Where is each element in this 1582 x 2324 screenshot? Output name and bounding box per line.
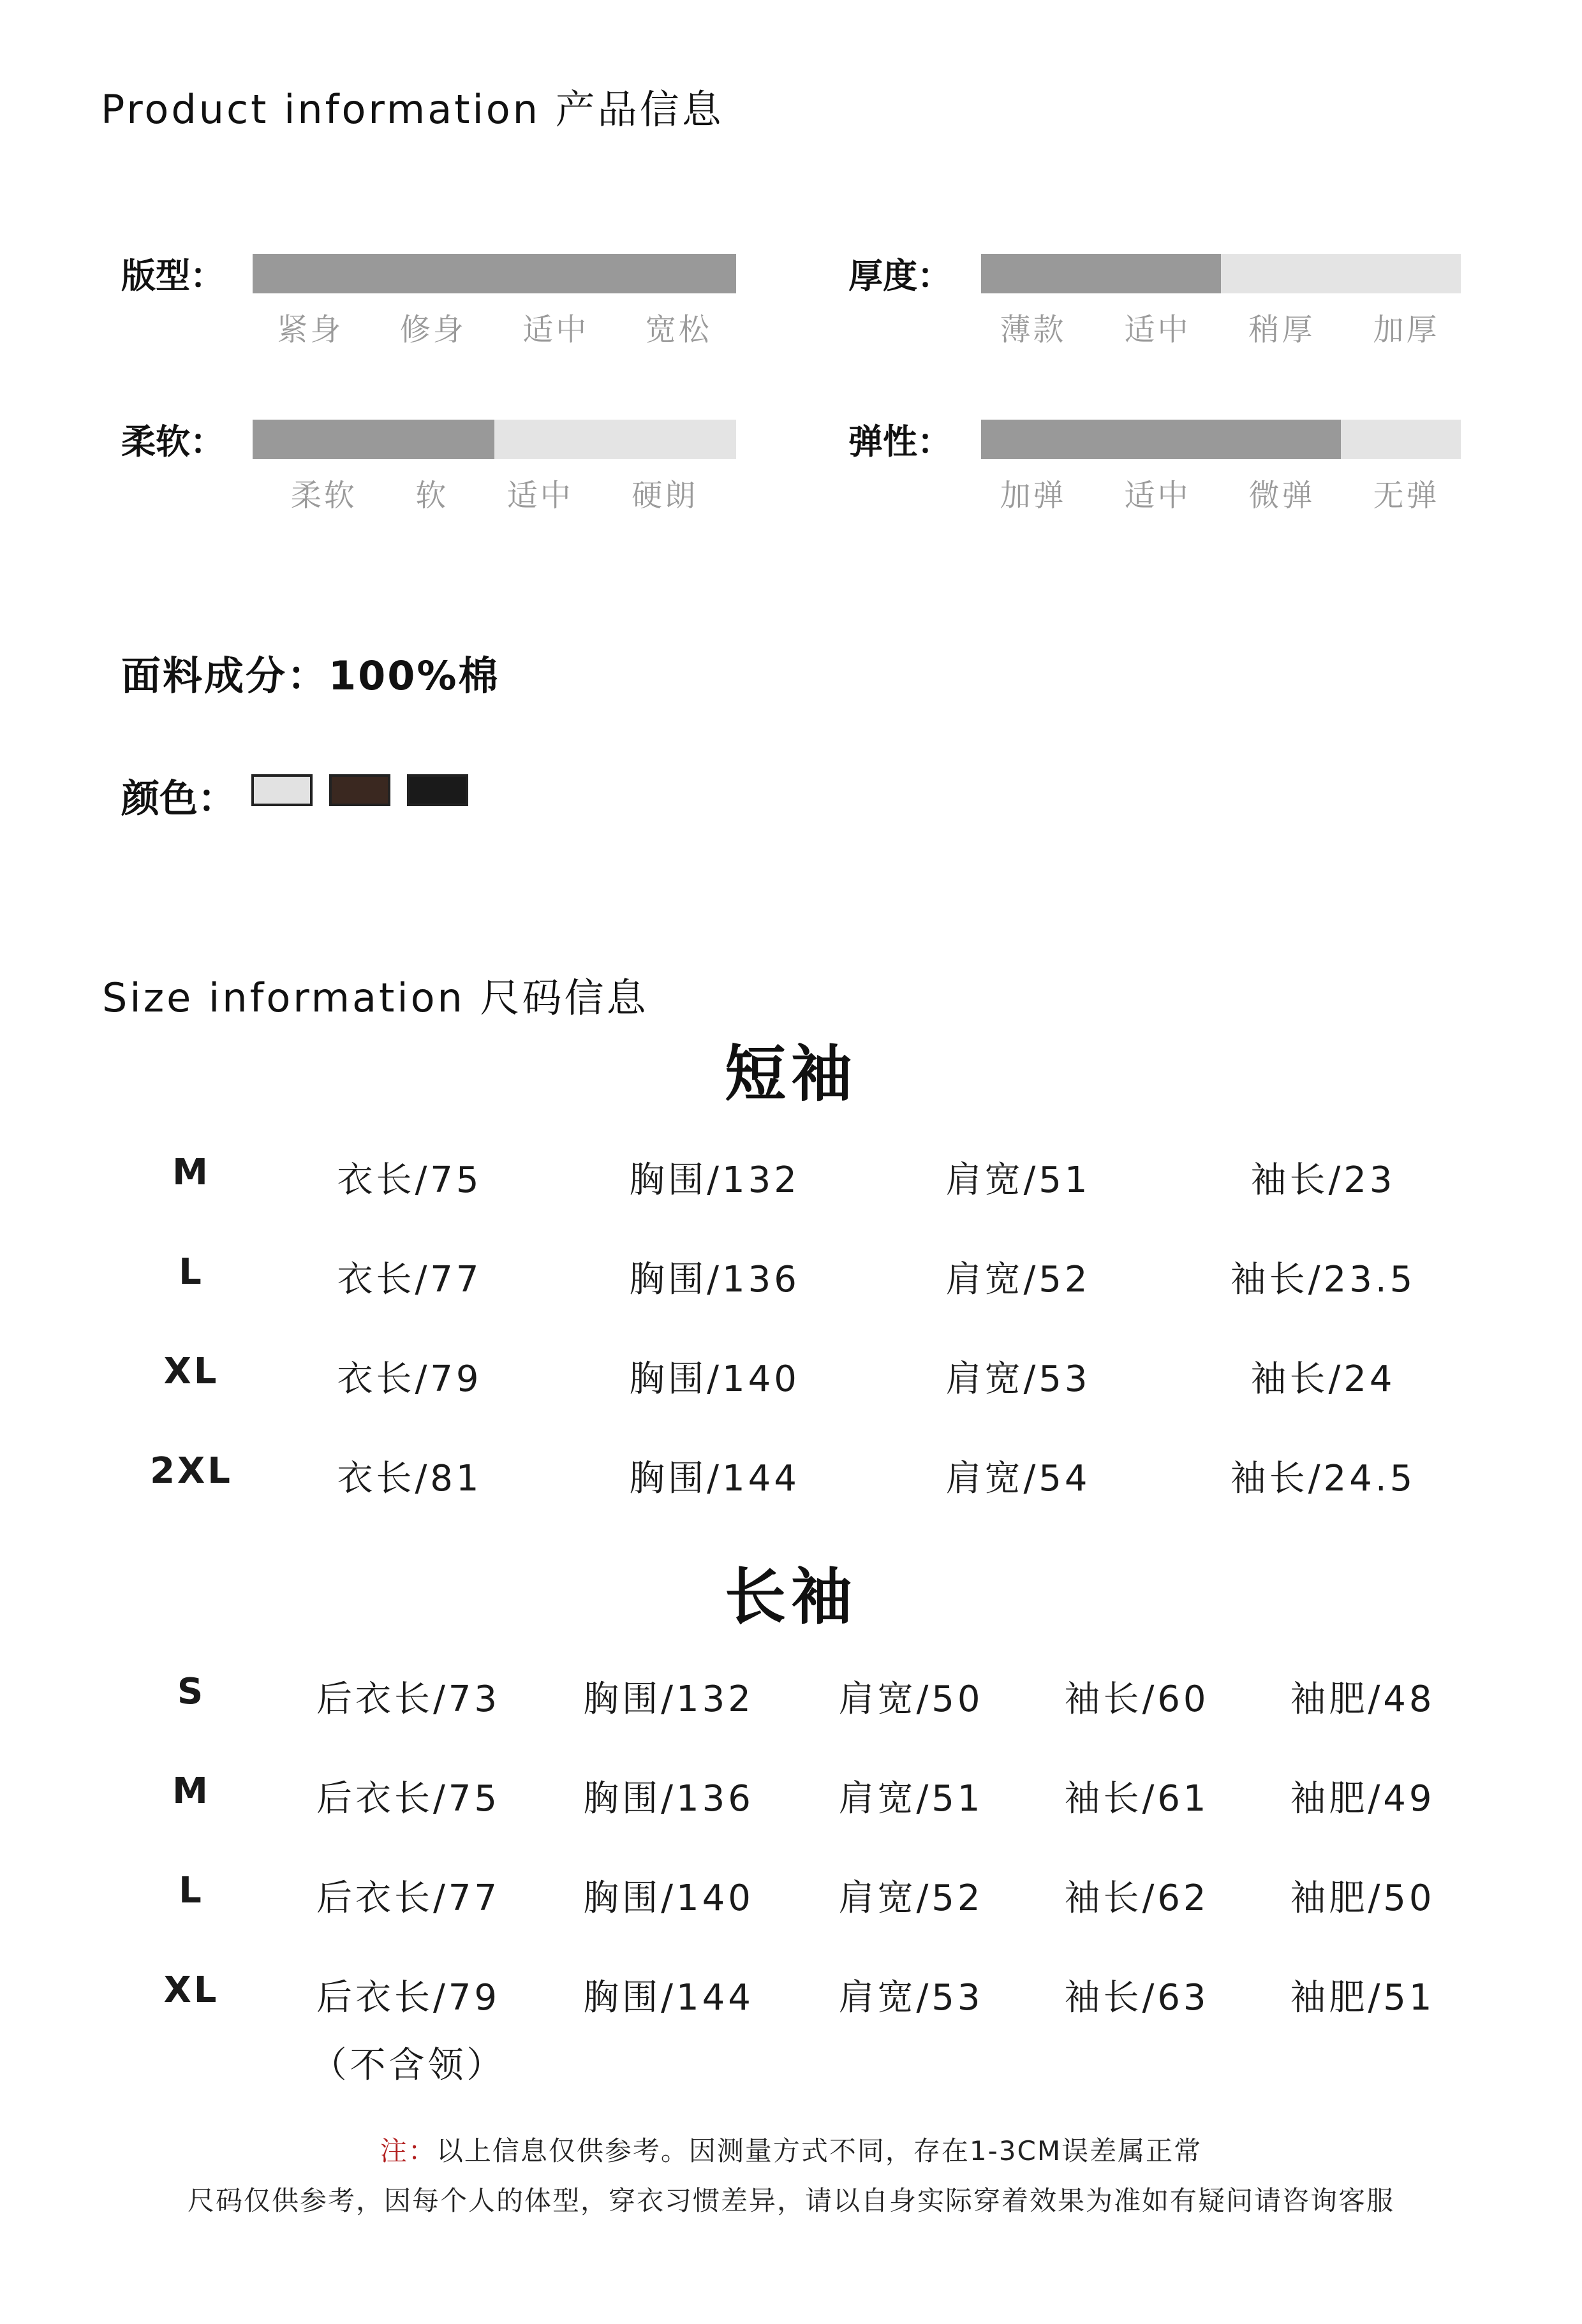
shoulder-cell: 肩宽/51	[945, 1159, 1091, 1201]
sleeve-cell: 袖长/60	[1064, 1679, 1209, 1720]
long-sleeve-row	[0, 1969, 1582, 2020]
softness-tick: 柔软	[290, 478, 357, 513]
fit-scale	[249, 305, 740, 349]
fit-tick: 宽松	[645, 312, 712, 348]
chest-cell: 胸围/140	[629, 1358, 800, 1400]
sleeve-width-cell: 袖肥/50	[1290, 1878, 1435, 1919]
color-label: 颜色：	[121, 777, 236, 821]
softness-tick: 硬朗	[632, 478, 699, 513]
chest-cell: 胸围/144	[629, 1458, 800, 1499]
length-cell: 衣长/77	[337, 1259, 482, 1300]
sleeve-width-cell: 袖肥/49	[1290, 1778, 1435, 1820]
size-label: 2XL	[150, 1450, 233, 1492]
thickness-bar-fill	[981, 254, 1221, 293]
sleeve-cell: 袖长/24.5	[1230, 1458, 1416, 1499]
fit-tick: 适中	[522, 312, 589, 348]
long-sleeve-row	[0, 1770, 1582, 1821]
color-swatch-brown	[329, 774, 390, 806]
chest-cell: 胸围/132	[583, 1679, 754, 1720]
long-sleeve-row	[0, 1870, 1582, 1921]
sleeve-width-cell: 袖肥/51	[1290, 1977, 1435, 2019]
softness-label: 柔软：	[121, 422, 225, 462]
back-length-cell: 后衣长/73	[316, 1679, 501, 1720]
thickness-tick: 稍厚	[1248, 312, 1315, 348]
softness-bar	[253, 420, 736, 459]
thickness-tick: 适中	[1124, 312, 1191, 348]
thickness-scale	[971, 305, 1468, 349]
length-cell: 衣长/75	[337, 1159, 482, 1201]
measurement-note	[0, 2130, 1582, 2168]
softness-tick: 软	[415, 478, 449, 513]
color-swatch-black	[407, 774, 468, 806]
sleeve-cell: 袖长/61	[1064, 1778, 1209, 1820]
collar-footnote: （不含领）	[311, 2045, 506, 2086]
chest-cell: 胸围/144	[583, 1977, 754, 2019]
softness-scale	[262, 471, 727, 515]
softness-bar-fill	[253, 420, 494, 459]
fit-label: 版型：	[121, 256, 225, 296]
thickness-tick: 薄款	[1000, 312, 1067, 348]
note-prefix: 注：	[380, 2135, 436, 2166]
short-sleeve-title: 短袖	[725, 1038, 857, 1110]
thickness-label: 厚度：	[848, 256, 952, 296]
long-sleeve-title: 长袖	[725, 1561, 857, 1633]
material-info	[121, 644, 500, 701]
fit-tick: 修身	[399, 312, 466, 348]
fit-bar-fill	[253, 254, 736, 293]
sleeve-cell: 袖长/23.5	[1230, 1259, 1416, 1300]
size-label: S	[177, 1671, 206, 1712]
fit-bar	[253, 254, 736, 293]
elasticity-bar-fill	[981, 420, 1341, 459]
shoulder-cell: 肩宽/50	[838, 1679, 984, 1720]
softness-tick: 适中	[506, 478, 573, 513]
shoulder-cell: 肩宽/51	[838, 1778, 984, 1820]
shoulder-cell: 肩宽/52	[945, 1259, 1091, 1300]
thickness-bar	[981, 254, 1461, 293]
size-label: L	[179, 1251, 204, 1293]
size-label: XL	[163, 1351, 219, 1392]
sleeve-cell: 袖长/62	[1064, 1878, 1209, 1919]
shoulder-cell: 肩宽/52	[838, 1878, 984, 1919]
chest-cell: 胸围/136	[583, 1778, 754, 1820]
short-sleeve-row	[0, 1450, 1582, 1501]
elasticity-tick: 适中	[1124, 478, 1191, 513]
thickness-tick: 加厚	[1373, 312, 1440, 348]
sleeve-width-cell: 袖肥/48	[1290, 1679, 1435, 1720]
size-label: L	[179, 1870, 204, 1911]
shoulder-cell: 肩宽/53	[838, 1977, 984, 2019]
short-sleeve-row	[0, 1251, 1582, 1302]
chest-cell: 胸围/132	[629, 1159, 800, 1201]
back-length-cell: 后衣长/75	[316, 1778, 501, 1820]
size-label: XL	[163, 1969, 219, 2011]
size-label: M	[172, 1152, 211, 1193]
length-cell: 衣长/81	[337, 1458, 482, 1499]
size-disclaimer: 尺码仅供参考，因每个人的体型，穿衣习惯差异，请以自身实际穿着效果为准如有疑问请咨询客服	[187, 2185, 1394, 2216]
elasticity-bar	[981, 420, 1461, 459]
product-info-heading: Product information 产品信息	[101, 86, 724, 133]
elasticity-tick: 加弹	[1000, 478, 1067, 513]
elasticity-tick: 无弹	[1373, 478, 1440, 513]
short-sleeve-row	[0, 1351, 1582, 1402]
color-swatch-light-gray	[251, 774, 313, 806]
back-length-cell: 后衣长/77	[316, 1878, 501, 1919]
elasticity-label: 弹性：	[848, 422, 952, 462]
sleeve-cell: 袖长/63	[1064, 1977, 1209, 2019]
elasticity-tick: 微弹	[1248, 478, 1315, 513]
fit-tick: 紧身	[277, 312, 344, 348]
back-length-cell: 后衣长/79	[316, 1977, 501, 2019]
shoulder-cell: 肩宽/53	[945, 1358, 1091, 1400]
short-sleeve-row	[0, 1152, 1582, 1203]
chest-cell: 胸围/136	[629, 1259, 800, 1300]
sleeve-cell: 袖长/23	[1250, 1159, 1396, 1201]
long-sleeve-row	[0, 1671, 1582, 1722]
note-line-1: 以上信息仅供参考。因测量方式不同，存在1-3CM误差属正常	[436, 2135, 1202, 2166]
shoulder-cell: 肩宽/54	[945, 1458, 1091, 1499]
elasticity-scale	[971, 471, 1468, 515]
length-cell: 衣长/79	[337, 1358, 482, 1400]
sleeve-cell: 袖长/24	[1250, 1358, 1396, 1400]
material-label: 面料成分：	[121, 652, 329, 699]
material-value: 100%棉	[329, 652, 500, 699]
size-info-heading: Size information 尺码信息	[102, 974, 649, 1021]
size-label: M	[172, 1770, 211, 1812]
chest-cell: 胸围/140	[583, 1878, 754, 1919]
